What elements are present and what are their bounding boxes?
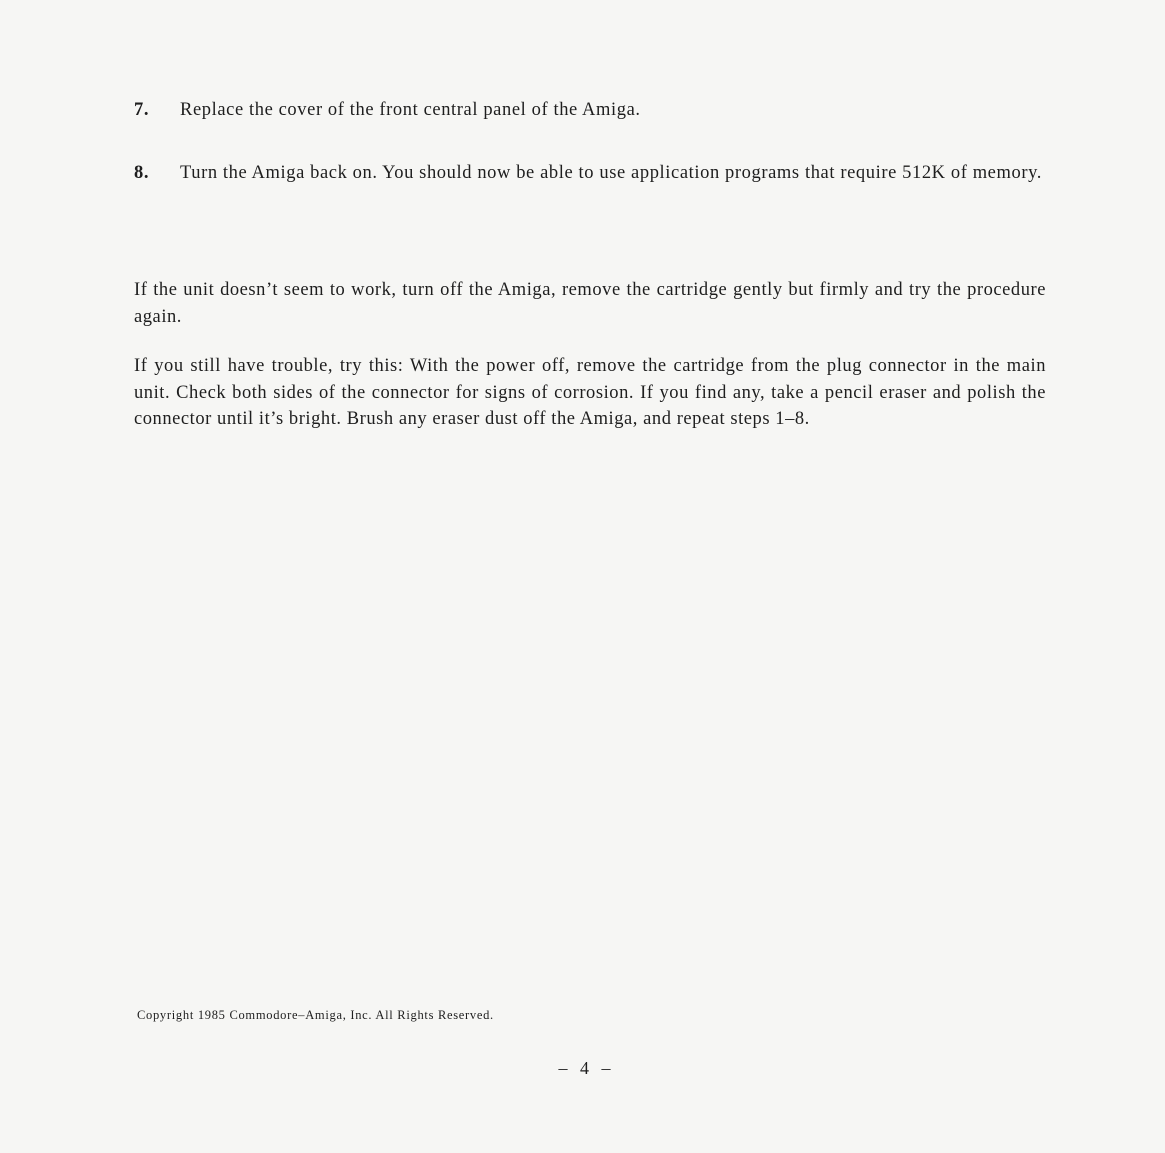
step-text: Turn the Amiga back on. You should now be able to use application programs that require 512K of memory.	[180, 163, 1042, 183]
step-8	[134, 160, 1046, 187]
copyright-notice: Copyright 1985 Commodore–Amiga, Inc. All Rights Reserved.	[137, 1008, 494, 1022]
corrosion-paragraph: If you still have trouble, try this: With the power off, remove the cartridge from the plug connector in the main unit. Check both sides of the connector for signs of corrosion. If you find any, take a pencil eraser and polish the connector until it’s bright. Brush any eraser dust off the Amiga, and repeat steps 1–8.	[134, 356, 1046, 429]
step-text: Replace the cover of the front central panel of the Amiga.	[180, 100, 641, 120]
troubleshooting-paragraph: If the unit doesn’t seem to work, turn off the Amiga, remove the cartridge gently but firmly and try the procedure again.	[134, 280, 1046, 327]
step-number: 8.	[134, 163, 150, 183]
step-7	[134, 97, 1046, 124]
page-number: – 4 –	[558, 1058, 615, 1078]
step-number: 7.	[134, 100, 150, 120]
